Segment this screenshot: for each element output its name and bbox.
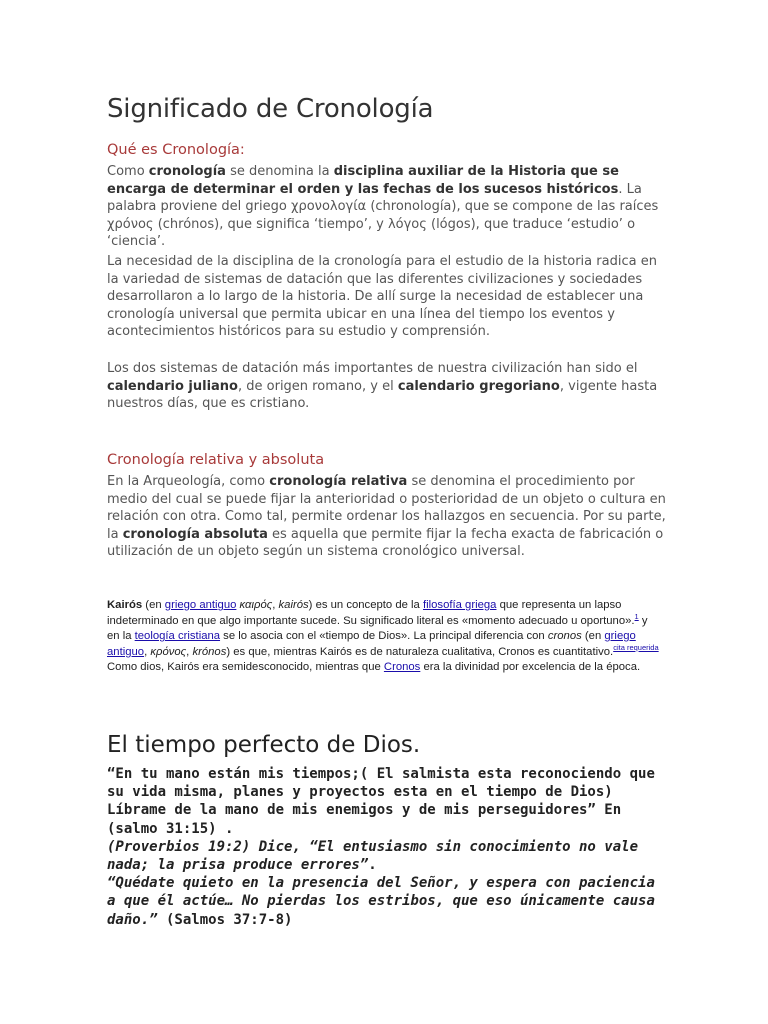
bold-term: cronología relativa (269, 474, 408, 489)
italic-term: καιρός (239, 599, 273, 611)
verse-text: . (368, 857, 377, 874)
text-run: . La palabra proviene del griego χρονολογία (chronología), que se compone de las raíces χρόνος (chrónos), que significa ‘tiempo’, y λόγος (lógos), que traduce ‘estudio’ o ‘ciencia’. (107, 181, 659, 250)
bold-term: calendario juliano (107, 378, 238, 394)
wiki-link[interactable]: filosofía griega (422, 599, 497, 611)
text-run: Como dios, Kairós era semidesconocido, mientras que (107, 661, 384, 674)
wiki-link[interactable]: griego antiguo (107, 630, 636, 658)
bold-term: disciplina auxiliar de la Historia que se encarga de determinar el orden y las fechas de los sucesos históricos (107, 164, 619, 197)
italic-term: krónos (192, 645, 227, 658)
text-run: es aquella que permite fijar la fecha exacta de fabricación o utilización de un objeto según un sistema cronológico universal. (107, 526, 664, 560)
verse-block (107, 765, 667, 929)
paragraph-necesidad: La necesidad de la disciplina de la cronología para el estudio de la historia radica en la variedad de sistemas de datación que las diferentes civilizaciones y sociedades desarrollaron a lo largo de la historia. De allí surge la necesidad de establecer una cronología universal que permita ubicar en una línea del tiempo los eventos y acontecimientos históricos para su estudio y comprensión. (107, 254, 657, 340)
text-run: Como (107, 164, 149, 179)
text-run: y en la (107, 614, 648, 643)
text-run: que representa un lapso indeterminado en que algo importante sucede. Su significado literal es «momento adecuado u oportuno». (107, 599, 635, 627)
text-run: se denomina la (225, 164, 334, 179)
text-run: , de origen romano, y el (238, 378, 398, 394)
verse-text: (Salmos 37:7-8) (157, 911, 293, 928)
italic-term: κρόνος (150, 645, 187, 658)
bold-term: cronología (148, 164, 226, 179)
verse-quote: “Quédate quieto en la presencia del Señor, y espera con paciencia a que él actúe… No pierdas los estribos, que eso únicamente causa daño.” (107, 875, 655, 928)
text-run: (en (142, 599, 165, 611)
footnote-ref (613, 643, 658, 652)
italic-term: cronos (547, 630, 582, 643)
italic-term: kairós (278, 599, 309, 611)
verse-quote: (Proverbios 19:2) Dice, “El entusiasmo sin conocimiento no vale nada; la prisa produce errores” (107, 838, 639, 874)
text-run: se lo asocia con el «tiempo de Dios». La principal diferencia con (220, 630, 548, 643)
wiki-link[interactable]: teología cristiana (134, 630, 221, 643)
verse-text: “En tu mano están mis tiempos;( El salmista esta reconociendo que su vida misma, planes y proyectos esta en el tiempo de Dios) Líbrame de la mano de mis enemigos y de mis perseguidores” (107, 766, 655, 819)
text-run: ) es un concepto de la (308, 599, 423, 611)
text-run: , (186, 645, 193, 658)
footnote-link[interactable]: 1 (634, 611, 639, 621)
verse-text: En (salmo 31:15) . (107, 802, 622, 837)
footnote-link[interactable]: cita requerida (613, 643, 659, 653)
paragraph-definition (107, 163, 667, 251)
text-run: Los dos sistemas de datación más importantes de nuestra civilización han sido el (107, 361, 638, 376)
section-heading-tiempo-perfecto: El tiempo perfecto de Dios. (107, 732, 421, 758)
text-run: se denomina el procedimiento por medio del cual se puede fijar la anterioridad o posterioridad de un objeto o cultura en relación con otra. Como tal, permite ordenar los hallazgos en secuencia. Por su parte, la (107, 474, 666, 542)
bold-term: calendario gregoriano (397, 378, 560, 394)
text-run: (en (581, 630, 605, 643)
text-run: , (272, 599, 279, 611)
wiki-link[interactable]: Cronos (383, 661, 421, 674)
paragraph-sistemas (107, 360, 667, 413)
text-run: En la Arqueología, como (107, 474, 270, 489)
bold-term: cronología absoluta (122, 526, 268, 542)
wiki-link[interactable]: griego antiguo (164, 599, 237, 611)
text-run: , (144, 645, 151, 658)
section-heading-relativa: Cronología relativa y absoluta (107, 452, 325, 468)
paragraph-relativa-absoluta (107, 473, 667, 561)
bold-term: Kairós (107, 599, 143, 611)
text-run: era la divinidad por excelencia de la época. (420, 661, 641, 674)
section-heading-que-es: Qué es Cronología: (107, 142, 245, 158)
page-title: Significado de Cronología (107, 94, 434, 124)
text-run: ) es que, mientras Kairós es de naturaleza cualitativa, Cronos es cuantitativo. (226, 645, 614, 658)
kairos-paragraph (107, 598, 659, 676)
text-run: , vigente hasta nuestros días, que es cristiano. (107, 378, 658, 412)
